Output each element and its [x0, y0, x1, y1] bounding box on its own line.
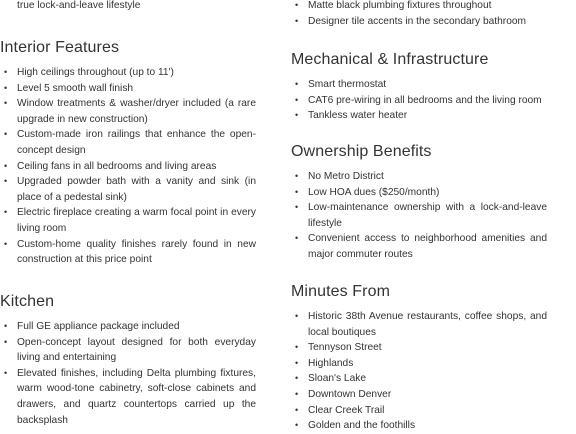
mechanical-section [291, 50, 547, 124]
ownership-section [291, 142, 547, 263]
top-items-list [291, 0, 547, 29]
mechanical-list [291, 77, 547, 124]
list-item: • Upgraded powder bath with a vanity and sink (in place of a pedestal sink) [0, 174, 256, 205]
list-item: • Designer tile accents in the secondary bathroom [291, 14, 547, 30]
interior-features-heading: Interior Features [0, 39, 120, 56]
interior-features-section [0, 38, 256, 268]
list-item: • Downtown Denver [291, 387, 547, 403]
ownership-list [291, 169, 547, 263]
continued-text: true lock-and-leave lifestyle [17, 0, 141, 11]
list-item: • Full GE appliance package included [0, 319, 256, 335]
list-item: • Golden and the foothills [291, 418, 547, 434]
mechanical-heading: Mechanical & Infrastructure [291, 51, 489, 68]
kitchen-heading: Kitchen [0, 293, 55, 310]
list-item: • Smart thermostat [291, 77, 547, 93]
minutes-from-heading: Minutes From [291, 283, 390, 300]
list-item: • Custom-made iron railings that enhance the open-concept design [0, 127, 256, 158]
list-item: • Low-maintenance ownership with a lock-and-leave lifestyle [291, 200, 547, 231]
list-item: • High ceilings throughout (up to 11') [0, 65, 256, 81]
list-item: • Highlands [291, 356, 547, 372]
list-item: • Sloan's Lake [291, 371, 547, 387]
list-item: • Custom-home quality finishes rarely found in new construction at this price point [0, 237, 256, 268]
ownership-heading: Ownership Benefits [291, 143, 432, 160]
kitchen-list [0, 319, 256, 428]
list-item: • No Metro District [291, 169, 547, 185]
list-item: • Open-concept layout designed for both everyday living and entertaining [0, 335, 256, 366]
list-item: • Tennyson Street [291, 340, 547, 356]
list-item: • Clear Creek Trail [291, 403, 547, 419]
top-fragment-section [0, 0, 256, 14]
list-item: • Matte black plumbing fixtures throughout [291, 0, 547, 14]
list-item: • Convenient access to neighborhood amenities and major commuter routes [291, 231, 547, 262]
list-item: • Ceiling fans in all bedrooms and living areas [0, 159, 256, 175]
minutes-from-section [291, 282, 547, 434]
list-item: • Historic 38th Avenue restaurants, coffee shops, and local boutiques [291, 309, 547, 340]
minutes-from-list [291, 309, 547, 434]
kitchen-section [0, 292, 256, 428]
list-item: • CAT6 pre-wiring in all bedrooms and the living room [291, 93, 547, 109]
list-item: • Tankless water heater [291, 108, 547, 124]
list-item: • Low HOA dues ($250/month) [291, 185, 547, 201]
list-item: • Window treatments & washer/dryer included (a rare upgrade in new construction) [0, 96, 256, 127]
top-items-section [291, 0, 547, 29]
list-item: • Elevated finishes, including Delta plumbing fixtures, warm wood-tone cabinetry, soft-close cabinets and drawers, and quartz countertops carried up the backsplash [0, 366, 256, 428]
interior-features-list [0, 65, 256, 268]
list-item: • Electric fireplace creating a warm focal point in every living room [0, 205, 256, 236]
list-item: • Level 5 smooth wall finish [0, 81, 256, 97]
